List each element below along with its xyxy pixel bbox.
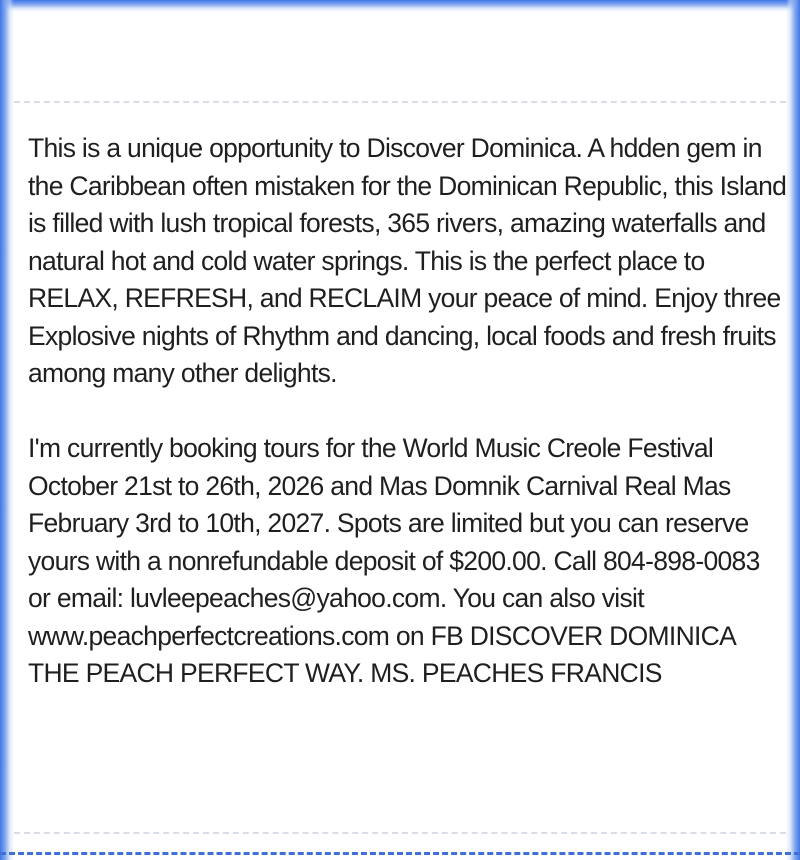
footer-divider bbox=[14, 832, 786, 834]
card-border-top bbox=[0, 0, 800, 12]
post-paragraph-booking: I'm currently booking tours for the World Music Creole Festival October 21st to 26th, 2026 and Mas Domnik Carnival Real Mas February 3rd to 10th, 2027. Spots are limited but you can reserve yours with a nonrefundable deposit of $200.00. Call 804-898-0083 or email: luvleepeaches@yahoo.com. You can also visit www.peachperfectcreations.com on FB DISCOVER DOMINICA THE PEACH PERFECT WAY. MS. PEACHES FRANCIS bbox=[28, 433, 760, 688]
header-divider bbox=[14, 101, 786, 103]
post-body bbox=[28, 130, 788, 693]
card-border-left bbox=[0, 0, 14, 860]
card-border-right bbox=[786, 0, 800, 860]
post-paragraph-intro: This is a unique opportunity to Discover Dominica. A hdden gem in the Caribbean often mistaken for the Dominican Republic, this Island is filled with lush tropical forests, 365 rivers, amazing waterfalls and natural hot and cold water springs. This is the perfect place to RELAX, REFRESH, and RECLAIM your peace of mind. Enjoy three Explosive nights of Rhythm and dancing, local foods and fresh fruits among many other delights. bbox=[28, 133, 787, 388]
next-section-border bbox=[0, 852, 800, 855]
